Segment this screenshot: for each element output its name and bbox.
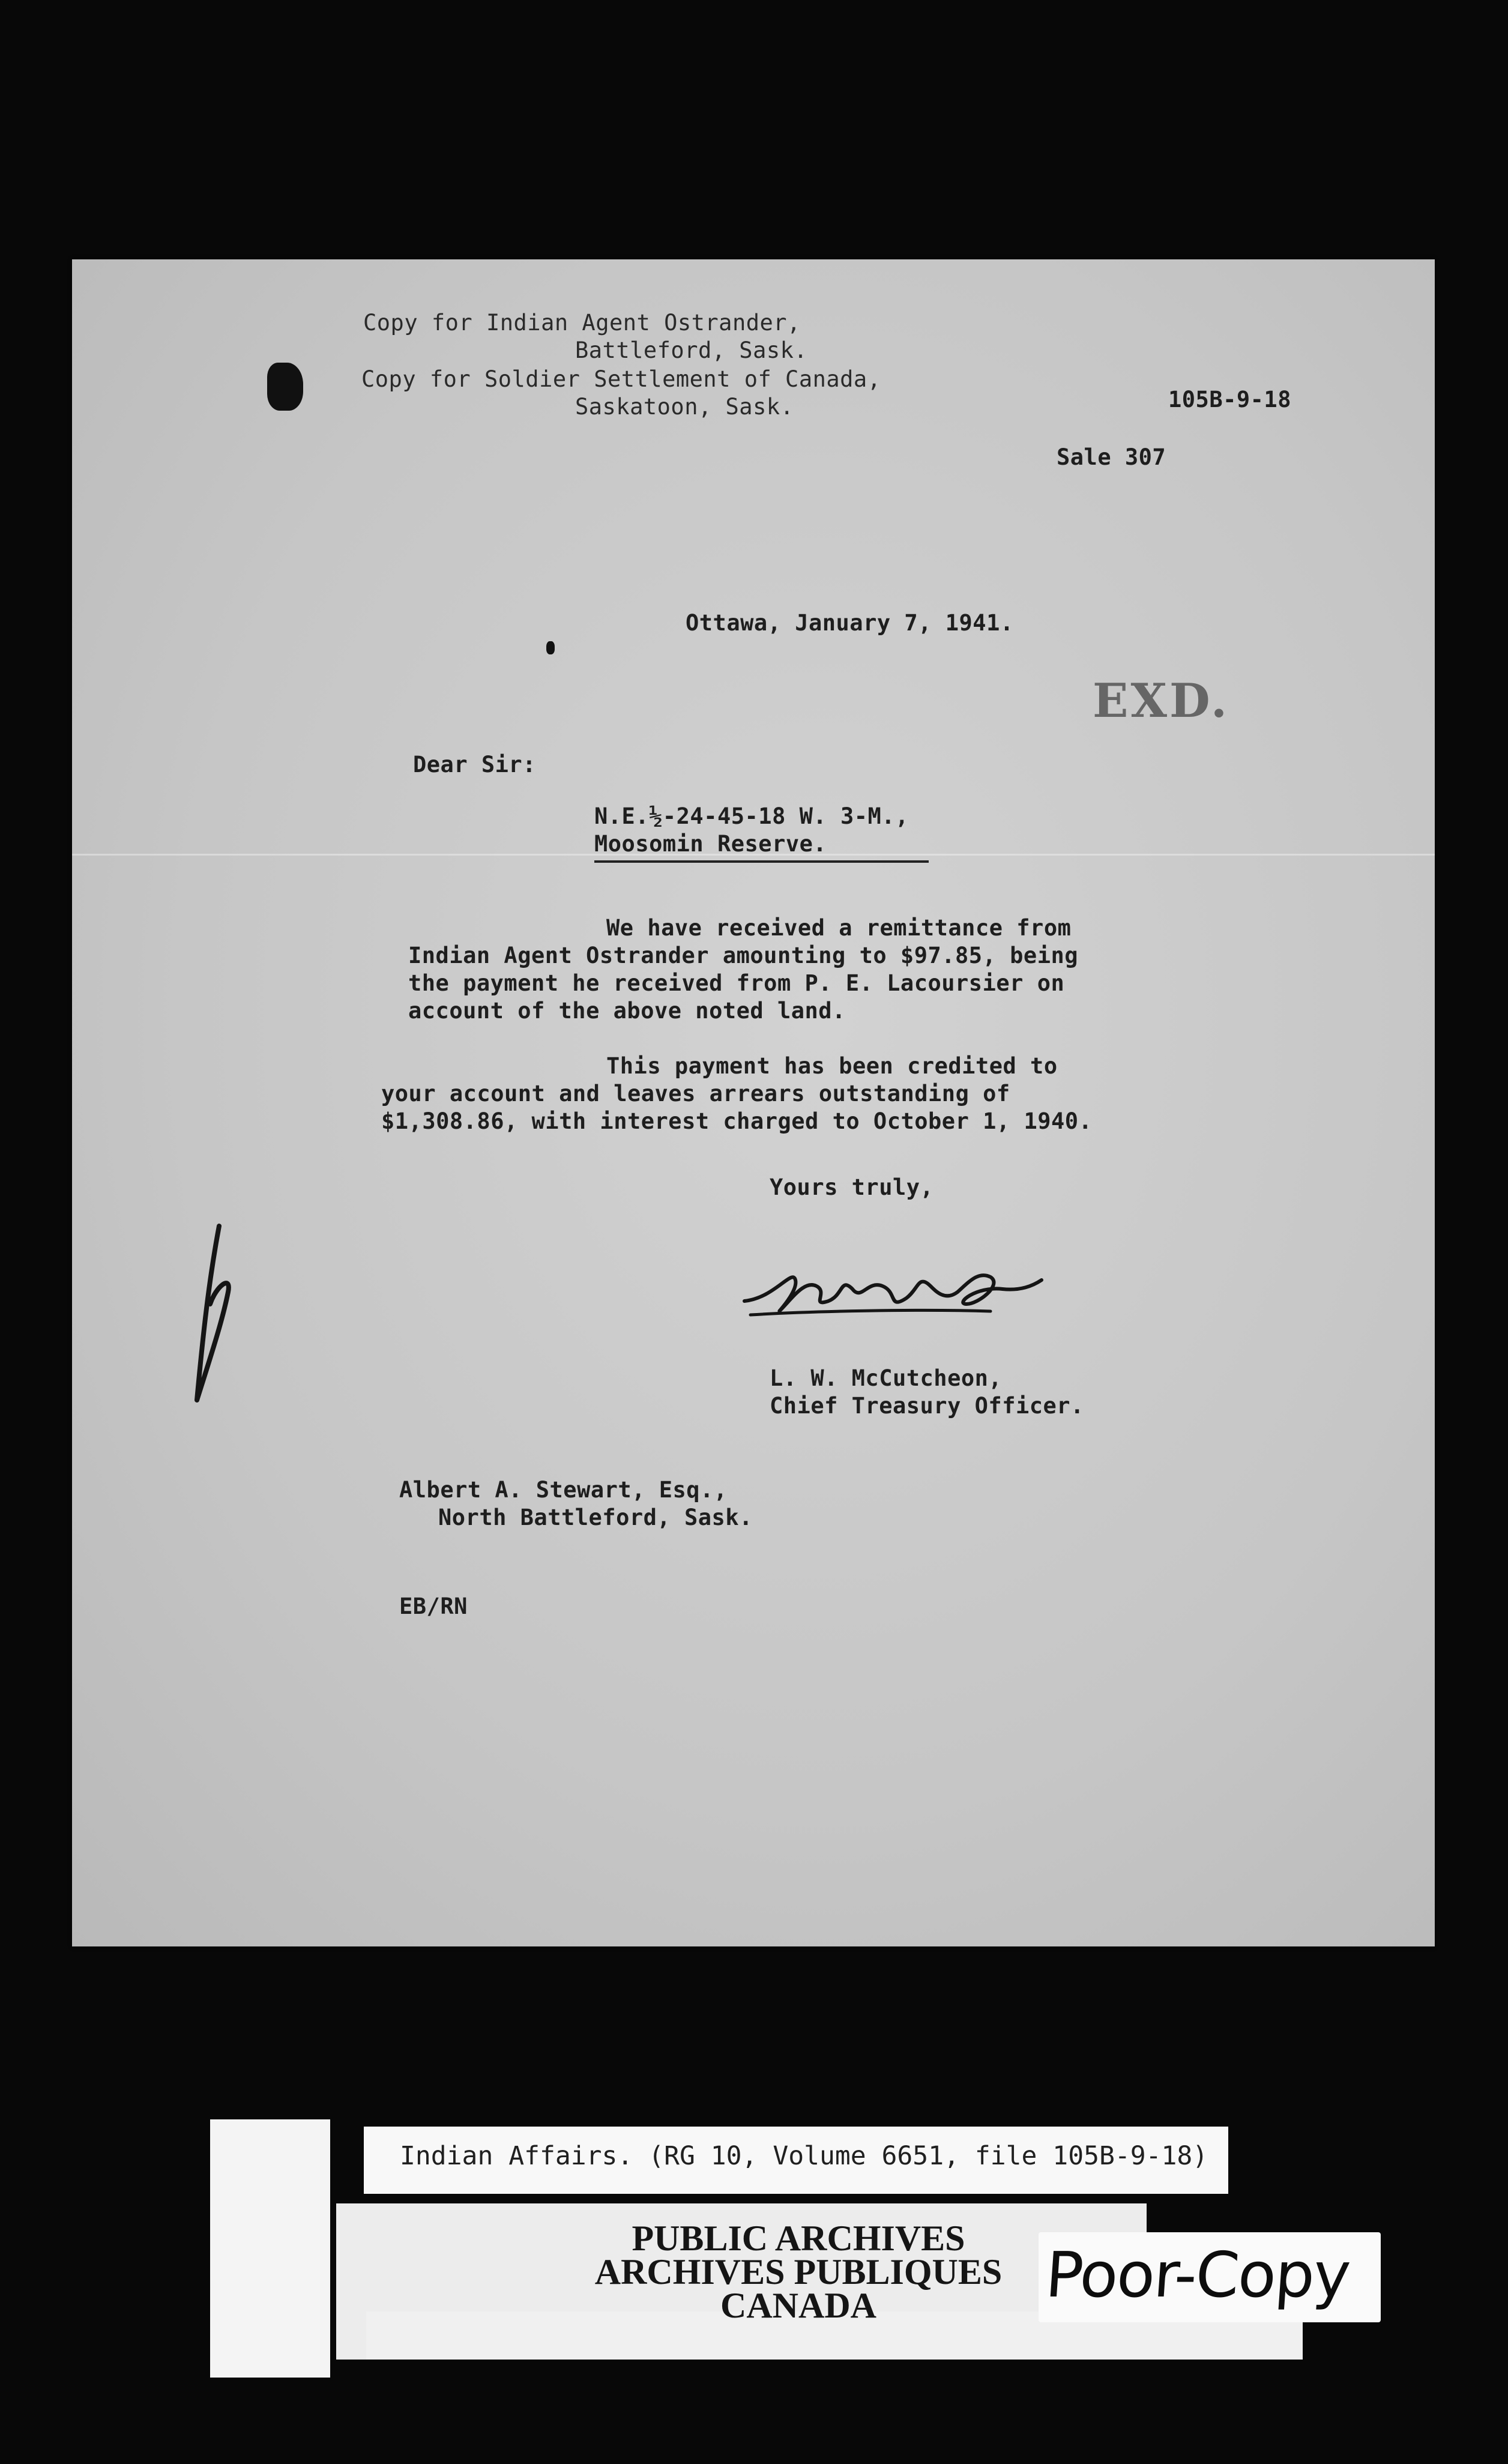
- subject-line-1: N.E.½-24-45-18 W. 3-M.,: [594, 803, 909, 829]
- closing: Yours truly,: [770, 1174, 934, 1200]
- paragraph-1-line-4: account of the above noted land.: [408, 998, 846, 1024]
- archive-reference-label: [364, 2127, 1228, 2194]
- margin-pen-stroke: [186, 1220, 240, 1412]
- sale-number: Sale 307: [1057, 444, 1166, 470]
- cc-line-1: Copy for Indian Agent Ostrander,: [363, 310, 801, 336]
- place-date: Ottawa, January 7, 1941.: [686, 610, 1014, 636]
- label-strip-left: [210, 2119, 330, 2378]
- paragraph-1-line-1: We have received a remittance from: [606, 915, 1072, 941]
- addressee-line-1: Albert A. Stewart, Esq.,: [399, 1477, 728, 1503]
- subject-line-2: Moosomin Reserve.: [594, 830, 929, 863]
- exd-stamp: EXD.: [1093, 674, 1229, 728]
- archive-line-1: PUBLIC ARCHIVES: [632, 2218, 965, 2258]
- salutation: Dear Sir:: [413, 752, 536, 778]
- letter-page: [72, 259, 1435, 1946]
- paragraph-1-line-2: Indian Agent Ostrander amounting to $97.85, being: [408, 943, 1079, 968]
- signatory-title: Chief Treasury Officer.: [770, 1393, 1084, 1419]
- ink-blot: [267, 363, 303, 411]
- archive-line-2: ARCHIVES PUBLIQUES: [594, 2252, 1003, 2292]
- cc-line-4: Saskatoon, Sask.: [575, 394, 794, 420]
- signature: [738, 1244, 1051, 1328]
- signatory-name: L. W. McCutcheon,: [770, 1365, 1003, 1391]
- cc-line-2: Battleford, Sask.: [575, 337, 808, 363]
- addressee-line-2: North Battleford, Sask.: [438, 1505, 753, 1530]
- typist-initials: EB/RN: [399, 1593, 468, 1619]
- archive-stamp: [588, 2218, 1009, 2325]
- poor-copy-note: Poor-Copy: [1043, 2238, 1352, 2312]
- archive-reference: Indian Affairs. (RG 10, Volume 6651, file 105B-9-18): [400, 2141, 1208, 2171]
- poor-copy-label: [1039, 2232, 1381, 2322]
- file-number: 105B-9-18: [1168, 387, 1291, 412]
- paragraph-2-line-3: $1,308.86, with interest charged to October 1, 1940.: [381, 1108, 1093, 1134]
- paragraph-2-line-1: This payment has been credited to: [606, 1053, 1058, 1079]
- paragraph-2-line-2: your account and leaves arrears outstanding of: [381, 1081, 1010, 1107]
- archive-line-3: CANADA: [720, 2286, 876, 2325]
- cc-line-3: Copy for Soldier Settlement of Canada,: [361, 366, 881, 392]
- paragraph-1-line-3: the payment he received from P. E. Lacoursier on: [408, 970, 1065, 996]
- ink-mark: [546, 641, 555, 654]
